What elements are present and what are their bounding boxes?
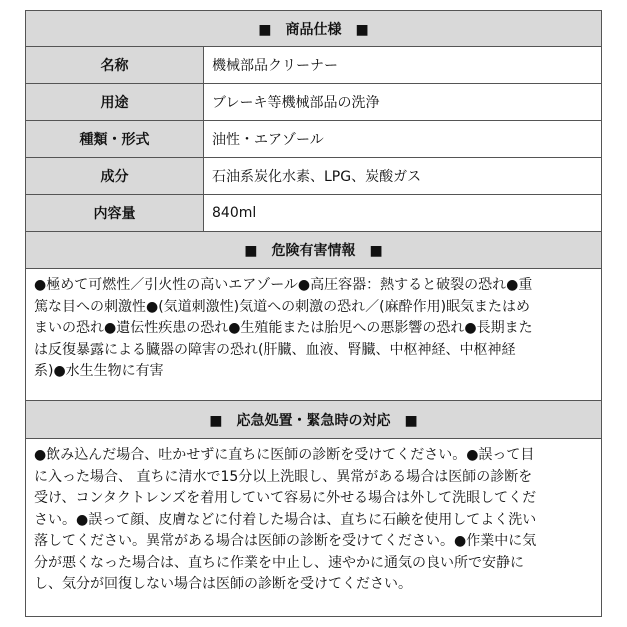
emergency-measures [26,439,601,616]
spec-label: 用途 [26,84,204,120]
spec-label: 種類・形式 [26,121,204,157]
spec-row-volume [26,195,601,232]
spec-row-usage [26,84,601,121]
spec-label: 名称 [26,47,204,83]
emergency-section-header: ■ 応急処置・緊急時の対応 ■ [26,401,601,439]
spec-row-name [26,47,601,84]
spec-value: ブレーキ等機械部品の洗浄 [212,95,380,111]
spec-value: 機械部品クリーナー [212,58,338,74]
product-info-sheet [25,10,602,617]
spec-value: 石油系炭化水素、LPG、炭酸ガス [212,169,422,185]
hazard-statements [26,269,601,401]
spec-value: 840ml [212,205,257,221]
spec-section-header: ■ 商品仕様 ■ [26,11,601,47]
spec-label: 内容量 [26,195,204,231]
spec-value: 油性・エアゾール [212,132,324,148]
spec-label: 成分 [26,158,204,194]
emergency-text: ●飲み込んだ場合、吐かせずに直ちに医師の診断を受けてください。●誤って目 に入った場合、 直ちに清水で15分以上洗眼し、異常がある場合は医師の診断を 受け、コンタクトレンズを着用していて容易に外せる場合は外して洗眼してくだ さい。●誤って顔、皮膚などに付着した場合は、直ちに石鹸を使用してよく洗い 落してください。異常がある場合は医師の診断を受けてください。●作業中に気 分が悪くなった場合は、直ちに作業を中止し、速やかに通気の良い所で安静に し、気分が回復しない場合は医師の診断を受けてください。 [34,447,537,592]
hazard-text: ●極めて可燃性／引火性の高いエアゾール●高圧容器：熱すると破裂の恐れ●重 篤な目への刺激性●(気道刺激性)気道への刺激の恐れ／(麻酔作用)眠気またはめ まいの恐れ●遺伝性疾患の恐れ●生殖能または胎児への悪影響の恐れ●長期また は反復暴露による臓器の障害の恐れ(肝臓、血液、腎臓、中枢神経、中枢神経 系)●水生生物に有害 [34,277,533,379]
spec-row-ingredients [26,158,601,195]
hazard-section-header: ■ 危険有害情報 ■ [26,232,601,269]
spec-row-type [26,121,601,158]
